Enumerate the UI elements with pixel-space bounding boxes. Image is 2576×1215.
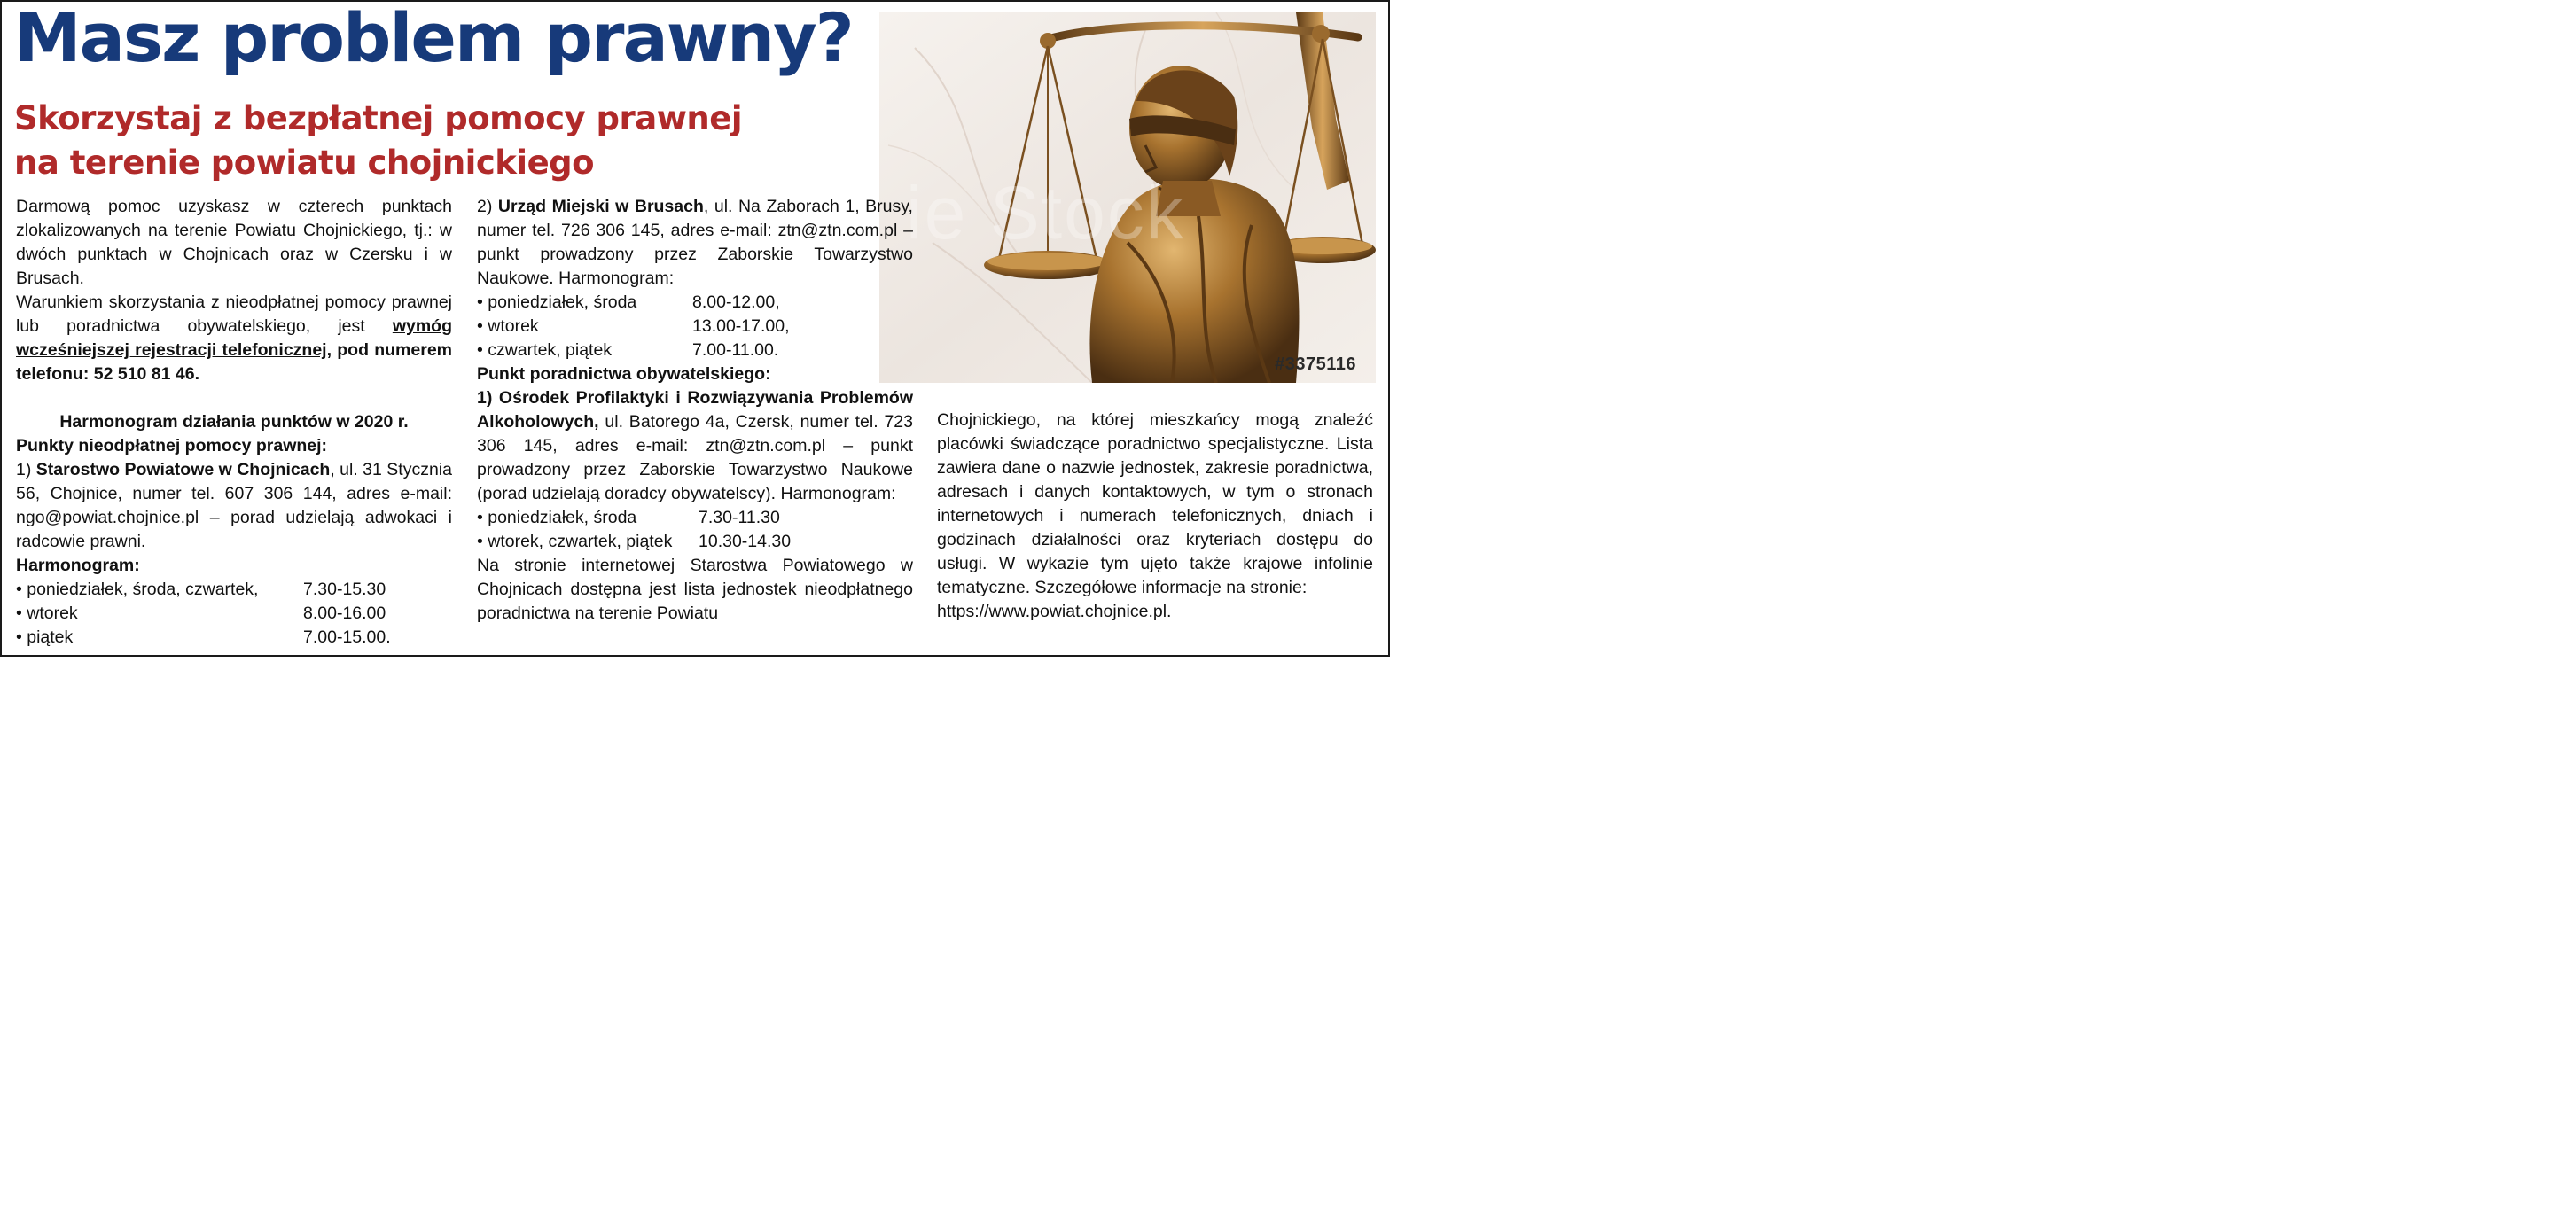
point-2-details: , ul. Na Zaborach 1, Brusy, numer tel. 726 306 145, adres e-mail: ztn@ztn.com.pl – punkt prowadzony przez Zaborskie Towarzystwo Naukowe. Harmonogram: bbox=[477, 197, 913, 288]
schedule-row bbox=[477, 339, 913, 362]
legal-points-heading: Punkty nieodpłatnej pomocy prawnej: bbox=[16, 436, 328, 456]
point-1-paragraph bbox=[16, 458, 452, 554]
civic-point-details: ul. Batorego 4a, Czersk, numer tel. 723 306 145, adres e-mail: ztn@ztn.com.pl – punkt prowadzony przez Zaborskie Towarzystwo Naukowe (porad udzielają doradcy obywatelscy). Harmonogram: bbox=[477, 412, 913, 503]
civic-point-paragraph bbox=[477, 386, 913, 506]
schedule-days: • poniedziałek, środa bbox=[477, 292, 637, 312]
condition-paragraph bbox=[16, 291, 452, 386]
schedule-days: • wtorek, czwartek, piątek bbox=[477, 532, 673, 551]
stock-watermark: ie Stock bbox=[906, 171, 1185, 254]
column-2 bbox=[477, 195, 913, 626]
schedule-hours: 7.00-11.00. bbox=[692, 340, 779, 360]
schedule-row bbox=[16, 578, 452, 602]
schedule-hours: 7.30-15.30 bbox=[303, 580, 386, 599]
subtitle-line-1: Skorzystaj z bezpłatnej pomocy prawnej bbox=[14, 99, 743, 137]
schedule-row bbox=[16, 626, 452, 650]
schedule-hours: 10.30-14.30 bbox=[699, 532, 792, 551]
civic-heading: Punkt poradnictwa obywatelskiego: bbox=[477, 364, 771, 384]
schedule-days: • poniedziałek, środa, czwartek, bbox=[16, 580, 259, 599]
schedule-hours: 7.30-11.30 bbox=[699, 508, 780, 527]
schedule-hours: 7.00-15.00. bbox=[303, 627, 391, 647]
point-2-number: 2) bbox=[477, 197, 498, 216]
schedule-row bbox=[16, 602, 452, 626]
schedule-row bbox=[477, 315, 913, 339]
schedule-days: • wtorek bbox=[16, 604, 78, 623]
intro-paragraph: Darmową pomoc uzyskasz w czterech punktach zlokalizowanych na terenie Powiatu Chojnickiego, tj.: w dwóch punktach w Chojnicach oraz w Czersku i w Brusach. bbox=[16, 197, 452, 288]
schedule-row bbox=[477, 506, 913, 530]
registration-phone: pod numerem telefonu: 52 510 81 46. bbox=[16, 340, 453, 384]
schedule-days: • wtorek bbox=[477, 316, 539, 336]
schedule-days: • poniedziałek, środa bbox=[477, 508, 637, 527]
point-2-name: Urząd Miejski w Brusach bbox=[497, 197, 704, 216]
schedule-row bbox=[477, 291, 913, 315]
point-1-details: , ul. 31 Stycznia 56, Chojnice, numer tel. 607 306 144, adres e-mail: ngo@powiat.chojnice.pl – porad udzielają adwokaci i radcowie prawni. bbox=[16, 460, 452, 551]
point-1-number: 1) bbox=[16, 460, 36, 479]
schedule-hours: 8.00-12.00, bbox=[692, 292, 780, 312]
schedule-hours: 8.00-16.00 bbox=[303, 604, 386, 623]
point-1-name: Starostwo Powiatowe w Chojnicach bbox=[35, 460, 331, 479]
schedule-days: • piątek bbox=[16, 627, 74, 647]
point-1-schedule-heading: Harmonogram: bbox=[16, 556, 140, 575]
column-1 bbox=[16, 195, 452, 650]
column-3 bbox=[937, 409, 1373, 624]
subtitle-line-2: na terenie powiatu chojnickiego bbox=[14, 144, 595, 182]
lady-justice-photo bbox=[879, 12, 1376, 383]
civic-point-name: 1) Ośrodek Profilaktyki i Rozwiązywania Problemów Alkoholowych, bbox=[477, 388, 913, 432]
schedule-days: • czwartek, piątek bbox=[477, 340, 613, 360]
schedule-hours: 13.00-17.00, bbox=[692, 316, 790, 336]
point-2-paragraph bbox=[477, 195, 913, 291]
stock-photo-id: #3375116 bbox=[1275, 354, 1356, 374]
page-title: Masz problem prawny? bbox=[14, 0, 853, 77]
advertisement-page bbox=[0, 0, 1390, 657]
website-paragraph-start: Na stronie internetowej Starostwa Powiatowego w Chojnicach dostępna jest lista jednostek nieodpłatnego poradnictwa na terenie Powiatu bbox=[477, 556, 913, 623]
registration-requirement: wymóg wcześniejszej rejestracji telefonicznej, bbox=[16, 316, 452, 360]
website-url-link[interactable]: https://www.powiat.chojnice.pl. bbox=[937, 602, 1172, 621]
schedule-heading: Harmonogram działania punktów w 2020 r. bbox=[59, 412, 409, 432]
schedule-row bbox=[477, 530, 913, 554]
condition-text: Warunkiem skorzystania z nieodpłatnej pomocy prawnej lub poradnictwa obywatelskiego, jest bbox=[16, 292, 452, 336]
website-paragraph-end: Chojnickiego, na której mieszkańcy mogą znaleźć placówki świadczące poradnictwo specjalistyczne. Lista zawiera dane o nazwie jednostek, zakresie poradnictwa, adresach i danych kontaktowych, w tym o stronach internetowych i numerach telefonicznych, dniach i godzinach działalności oraz kryteriach dostępu do usługi. W wykazie tym ujęto także krajowe infolinie tematyczne. Szczegółowe informacje na stronie: bbox=[937, 410, 1373, 597]
